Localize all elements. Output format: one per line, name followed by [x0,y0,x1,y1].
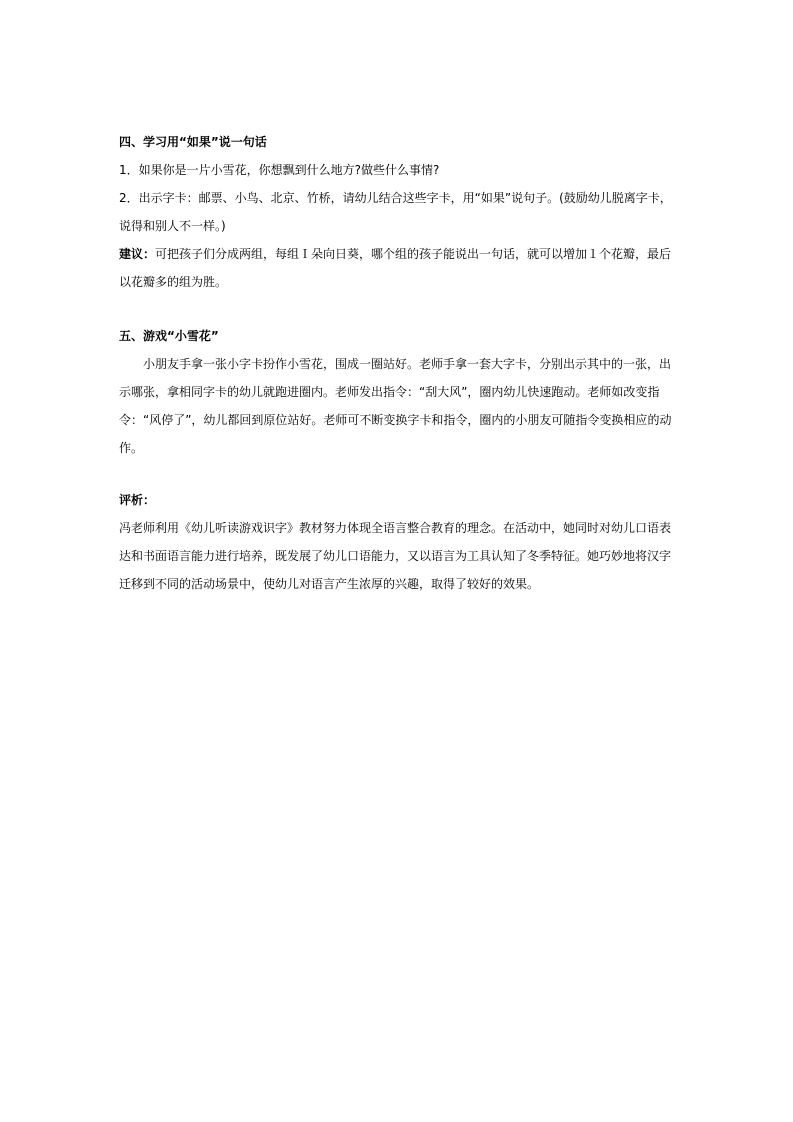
review-heading: 评析： [119,493,156,507]
section-4-item-1: 1．如果你是一片小雪花，你想飘到什么地方?做些什么事情? [119,163,440,177]
section-5-heading: 五、游戏“小雪花” [119,329,219,343]
review-body: 冯老师利用《幼儿听读游戏识字》教材努力体现全语言整合教育的理念。在活动中，她同时对幼儿口语表达和书面语言能力进行培养，既发展了幼儿口语能力，又以语言为工具认知了冬季特征。她巧妙地将汉字迁移到不同的活动场景中，使幼儿对语言产生浓厚的兴趣，取得了较好的效果。 [119,521,672,591]
document-content [119,128,679,598]
section-spacer [119,296,679,322]
section-4-item-2: 2．出示字卡：邮票、小鸟、北京、竹桥，请幼儿结合这些字卡，用“如果”说句子。(鼓励幼儿脱离字卡，说得和别人不一样。) [119,191,672,233]
suggestion-label: 建议： [119,247,156,261]
section-4-suggestion [119,240,679,296]
section-5-body: 小朋友手拿一张小字卡扮作小雪花，围成一圈站好。老师手拿一套大字卡，分别出示其中的一张，出示哪张，拿相同字卡的幼儿就跑进圈内。老师发出指令：“刮大风”，圈内幼儿快速跑动。老师如改变指令：“风停了”，幼儿都回到原位站好。老师可不断变换字卡和指令，圈内的小朋友可随指令变换相应的动作。 [119,357,672,455]
section-4-heading: 四、学习用“如果”说一句话 [119,135,267,149]
section-spacer [119,462,679,486]
suggestion-text: 可把孩子们分成两组，每组Ｉ朵向日葵，哪个组的孩子能说出一句话，就可以增加１个花瓣，最后以花瓣多的组为胜。 [119,247,672,289]
